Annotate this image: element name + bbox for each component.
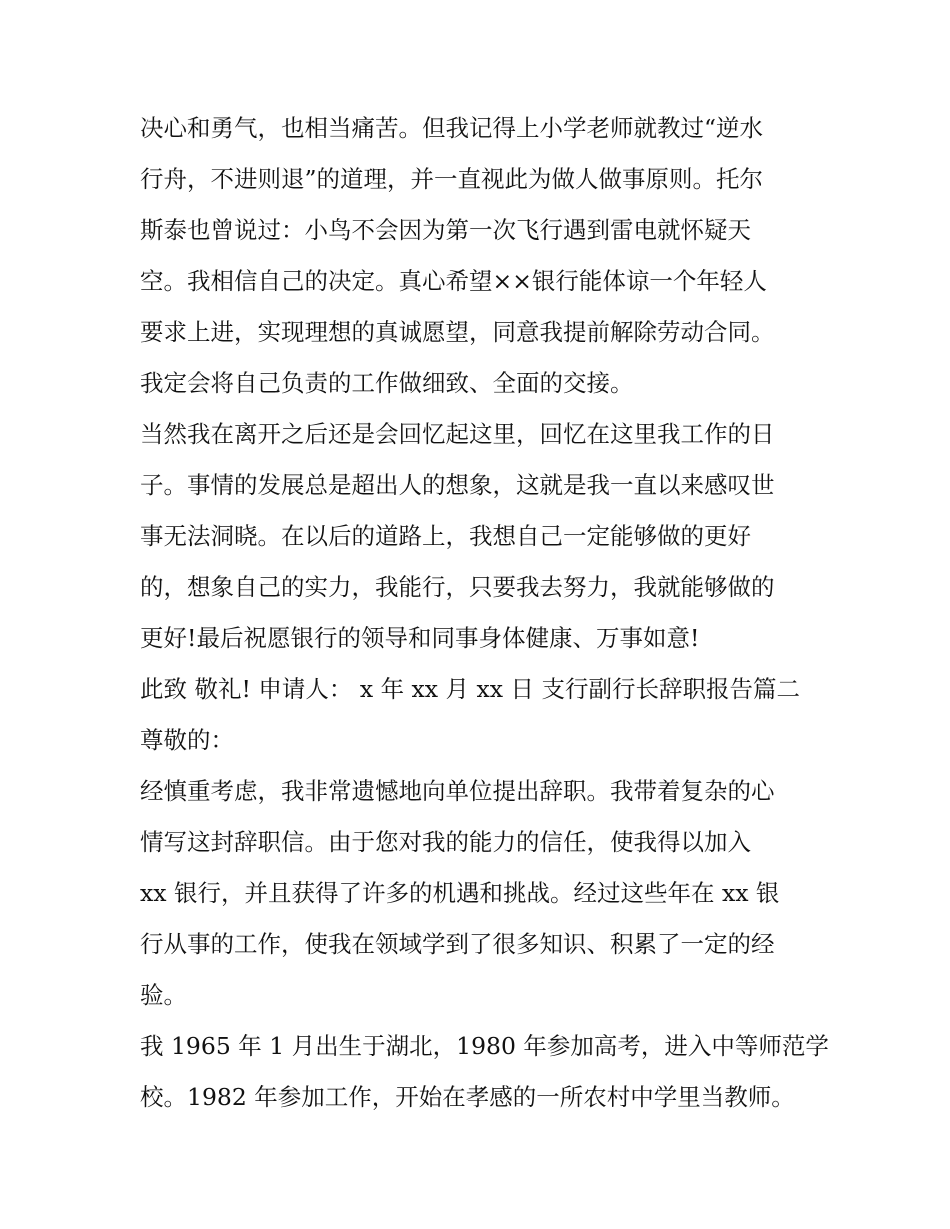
text-line: 更好!最后祝愿银行的领导和同事身体健康、万事如意! xyxy=(140,624,700,652)
text-line: 的，想象自己的实力，我能行，只要我去努力，我就能够做的 xyxy=(140,573,775,601)
text-line: 要求上进，实现理想的真诚愿望，同意我提前解除劳动合同。 xyxy=(140,318,775,346)
text-line: 情写这封辞职信。由于您对我的能力的信任，使我得以加入 xyxy=(140,828,751,856)
document-body xyxy=(140,103,829,1123)
text-line: 我 1965 年 1 月出生于湖北，1980 年参加高考，进入中等师范学 xyxy=(140,1032,829,1060)
text-line: 经慎重考虑，我非常遗憾地向单位提出辞职。我带着复杂的心 xyxy=(140,777,775,805)
text-line: 子。事情的发展总是超出人的想象，这就是我一直以来感叹世 xyxy=(140,471,775,499)
text-line: xx 银行，并且获得了许多的机遇和挑战。经过这些年在 xx 银 xyxy=(140,879,780,907)
text-line: 空。我相信自己的决定。真心希望××银行能体谅一个年轻人 xyxy=(140,267,767,295)
text-line: 我定会将自己负责的工作做细致、全面的交接。 xyxy=(140,369,634,397)
text-line: 校。1982 年参加工作，开始在孝感的一所农村中学里当教师。 xyxy=(140,1083,795,1111)
text-line: 行舟，不进则退”的道理，并一直视此为做人做事原则。托尔 xyxy=(140,165,764,193)
text-line: 事无法洞晓。在以后的道路上，我想自己一定能够做的更好 xyxy=(140,522,751,550)
text-line: 行从事的工作，使我在领域学到了很多知识、积累了一定的经 xyxy=(140,930,775,958)
text-line: 此致 敬礼! 申请人： x 年 xx 月 xx 日 支行副行长辞职报告篇二 xyxy=(140,675,800,703)
text-line: 验。 xyxy=(140,981,187,1009)
text-line: 当然我在离开之后还是会回忆起这里，回忆在这里我工作的日 xyxy=(140,420,775,448)
text-line: 斯泰也曾说过：小鸟不会因为第一次飞行遇到雷电就怀疑天 xyxy=(140,216,751,244)
text-line: 尊敬的： xyxy=(140,726,234,754)
text-line: 决心和勇气，也相当痛苦。但我记得上小学老师就教过“逆水 xyxy=(140,114,764,142)
